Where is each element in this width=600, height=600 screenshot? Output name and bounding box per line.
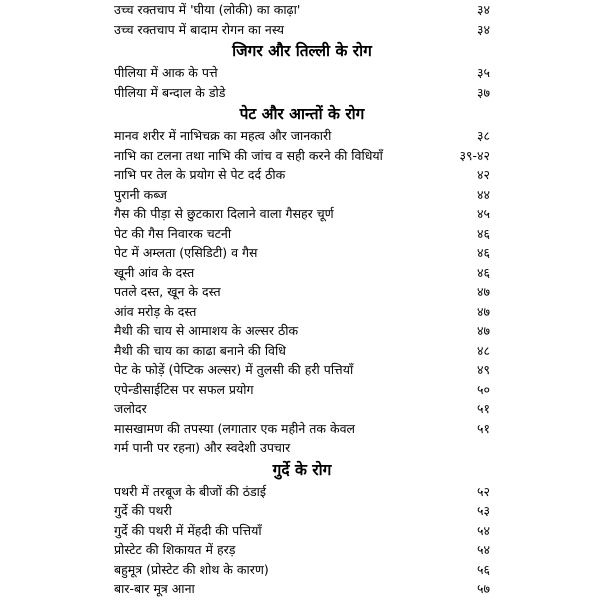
toc-entry-title: बार-बार मूत्र आना: [114, 581, 195, 596]
toc-entry-title: पेट के फोड़ें (पेप्टिक अल्सर) में तुलसी की हरी पत्तियाँ: [114, 362, 354, 377]
toc-entry-title: पुरानी कब्ज: [114, 186, 167, 202]
toc-entry-page: ५०: [476, 381, 490, 397]
toc-entry: [114, 482, 490, 502]
toc-entry-title-continued: गर्म पानी पर रहना) और स्वदेशी उपचार: [114, 440, 291, 455]
toc-entry: [114, 579, 490, 599]
toc-entry: [114, 165, 490, 185]
toc-entry: [114, 341, 490, 361]
section-heading: जिगर और तिल्ली के रोग: [232, 42, 372, 60]
toc-entry-page: ३४: [476, 21, 490, 37]
toc-entry-page: ४२: [476, 167, 490, 182]
toc-entry-title: आंव मरोड़ के दस्त: [114, 303, 197, 319]
toc-entry: [114, 204, 490, 224]
toc-entry-page: ४५: [476, 206, 490, 221]
toc-entry-title: पथरी में तरबूज के बीजों की ठंडाई: [114, 483, 267, 499]
toc-entry: [114, 399, 490, 419]
toc-entry-page: ४७: [476, 284, 490, 299]
toc-entry-page: ३७: [476, 84, 490, 100]
toc-entry-page: ५१: [476, 420, 490, 436]
toc-entry-title: पीलिया में आक के पत्ते: [114, 65, 218, 80]
toc-entry-title: पेट में अम्लता (एसिडिटी) व गैस: [114, 245, 258, 260]
toc-entry-title: उच्च रक्तचाप में 'घीया (लोकी) का काढ़ा': [114, 2, 301, 17]
contents-list: [114, 0, 490, 599]
toc-entry: [114, 0, 490, 20]
toc-entry-title: नाभि पर तेल के प्रयोग से पेट दर्द ठीक: [114, 167, 286, 182]
toc-entry-title: जलोदर: [114, 401, 147, 416]
toc-entry-page: ४६: [476, 264, 490, 280]
toc-entry-page: ५२: [476, 483, 490, 499]
toc-entry-page: ५४: [476, 542, 490, 557]
toc-entry-title: पेट की गैस निवारक चटनी: [114, 225, 232, 241]
toc-entry-page: ४६: [476, 225, 490, 241]
toc-entry-page: ५६: [476, 561, 490, 577]
toc-entry-title: बहुमूत्र (प्रोस्टेट की शोथ के कारण): [114, 561, 269, 577]
toc-entry: [114, 263, 490, 283]
toc-entry: [114, 224, 490, 244]
toc-entry-title: मासखामण की तपस्या (लगातार एक महीने तक केवल: [114, 420, 356, 436]
toc-entry-page: ४४: [476, 186, 490, 202]
section-heading: पेट और आन्तों के रोग: [239, 105, 365, 123]
toc-entry-title: मानव शरीर में नाभिचक्र का महत्व और जानकारी: [114, 128, 332, 143]
toc-entry-continuation: [114, 438, 490, 458]
toc-entry-title: प्रोस्टेट की शिकायत में हरड़: [114, 542, 236, 557]
toc-entry-title: गैस की पीड़ा से छुटकारा दिलाने वाला गैसहर चूर्ण: [114, 206, 334, 221]
toc-entry: [114, 243, 490, 263]
toc-entry: [114, 360, 490, 380]
toc-entry-page: ४८: [476, 342, 490, 358]
toc-entry-title: गुर्दे की पथरी: [114, 503, 172, 518]
toc-entry-page: ४६: [476, 245, 490, 260]
toc-entry: [114, 560, 490, 580]
toc-entry-page: ३९-४२: [459, 147, 490, 163]
toc-entry-page: ४७: [476, 303, 490, 319]
toc-entry-title: खूनी आंव के दस्त: [114, 264, 195, 280]
toc-entry-page: ५१: [476, 401, 490, 416]
toc-entry: [114, 63, 490, 83]
toc-entry-title: पीलिया में बन्दाल के डोडे: [114, 84, 226, 100]
toc-entry-title: नाभि का टलना तथा नाभि की जांच व सही करने की विधियाँ: [114, 147, 383, 163]
toc-entry-page: ४९: [476, 362, 490, 377]
toc-entry: [114, 146, 490, 166]
toc-entry-page: ३८: [476, 128, 490, 143]
toc-entry-page: ५७: [476, 581, 490, 596]
toc-entry: [114, 501, 490, 521]
toc-entry: [114, 83, 490, 103]
section-heading: गुर्दे के रोग: [272, 460, 332, 479]
toc-entry-title: एपेन्डीसाईटिस पर सफल प्रयोग: [114, 381, 254, 397]
toc-entry-title: मैथी की चाय का काढा बनाने की विधि: [114, 342, 286, 358]
toc-entry: [114, 380, 490, 400]
toc-entry-page: ५३: [476, 503, 490, 518]
toc-entry: [114, 126, 490, 146]
toc-entry: [114, 302, 490, 322]
toc-entry-title: गुर्दे की पथरी में मेंहदी की पत्तियाँ: [114, 522, 262, 538]
toc-entry: [114, 521, 490, 541]
toc-entry-page: ४७: [476, 323, 490, 338]
toc-entry: [114, 321, 490, 341]
toc-entry: [114, 282, 490, 302]
toc-entry-page: ३५: [476, 65, 490, 80]
toc-entry-title: मैथी की चाय से आमाशय के अल्सर ठीक: [114, 323, 299, 338]
toc-entry: [114, 20, 490, 40]
toc-entry: [114, 540, 490, 560]
toc-entry-page: ५४: [476, 522, 490, 538]
toc-entry: [114, 185, 490, 205]
toc-entry: [114, 419, 490, 439]
toc-entry-title: उच्च रक्तचाप में बादाम रोगन का नस्य: [114, 21, 284, 37]
toc-entry-title: पतले दस्त, खून के दस्त: [114, 284, 221, 299]
toc-entry-page: ३४: [476, 2, 490, 17]
